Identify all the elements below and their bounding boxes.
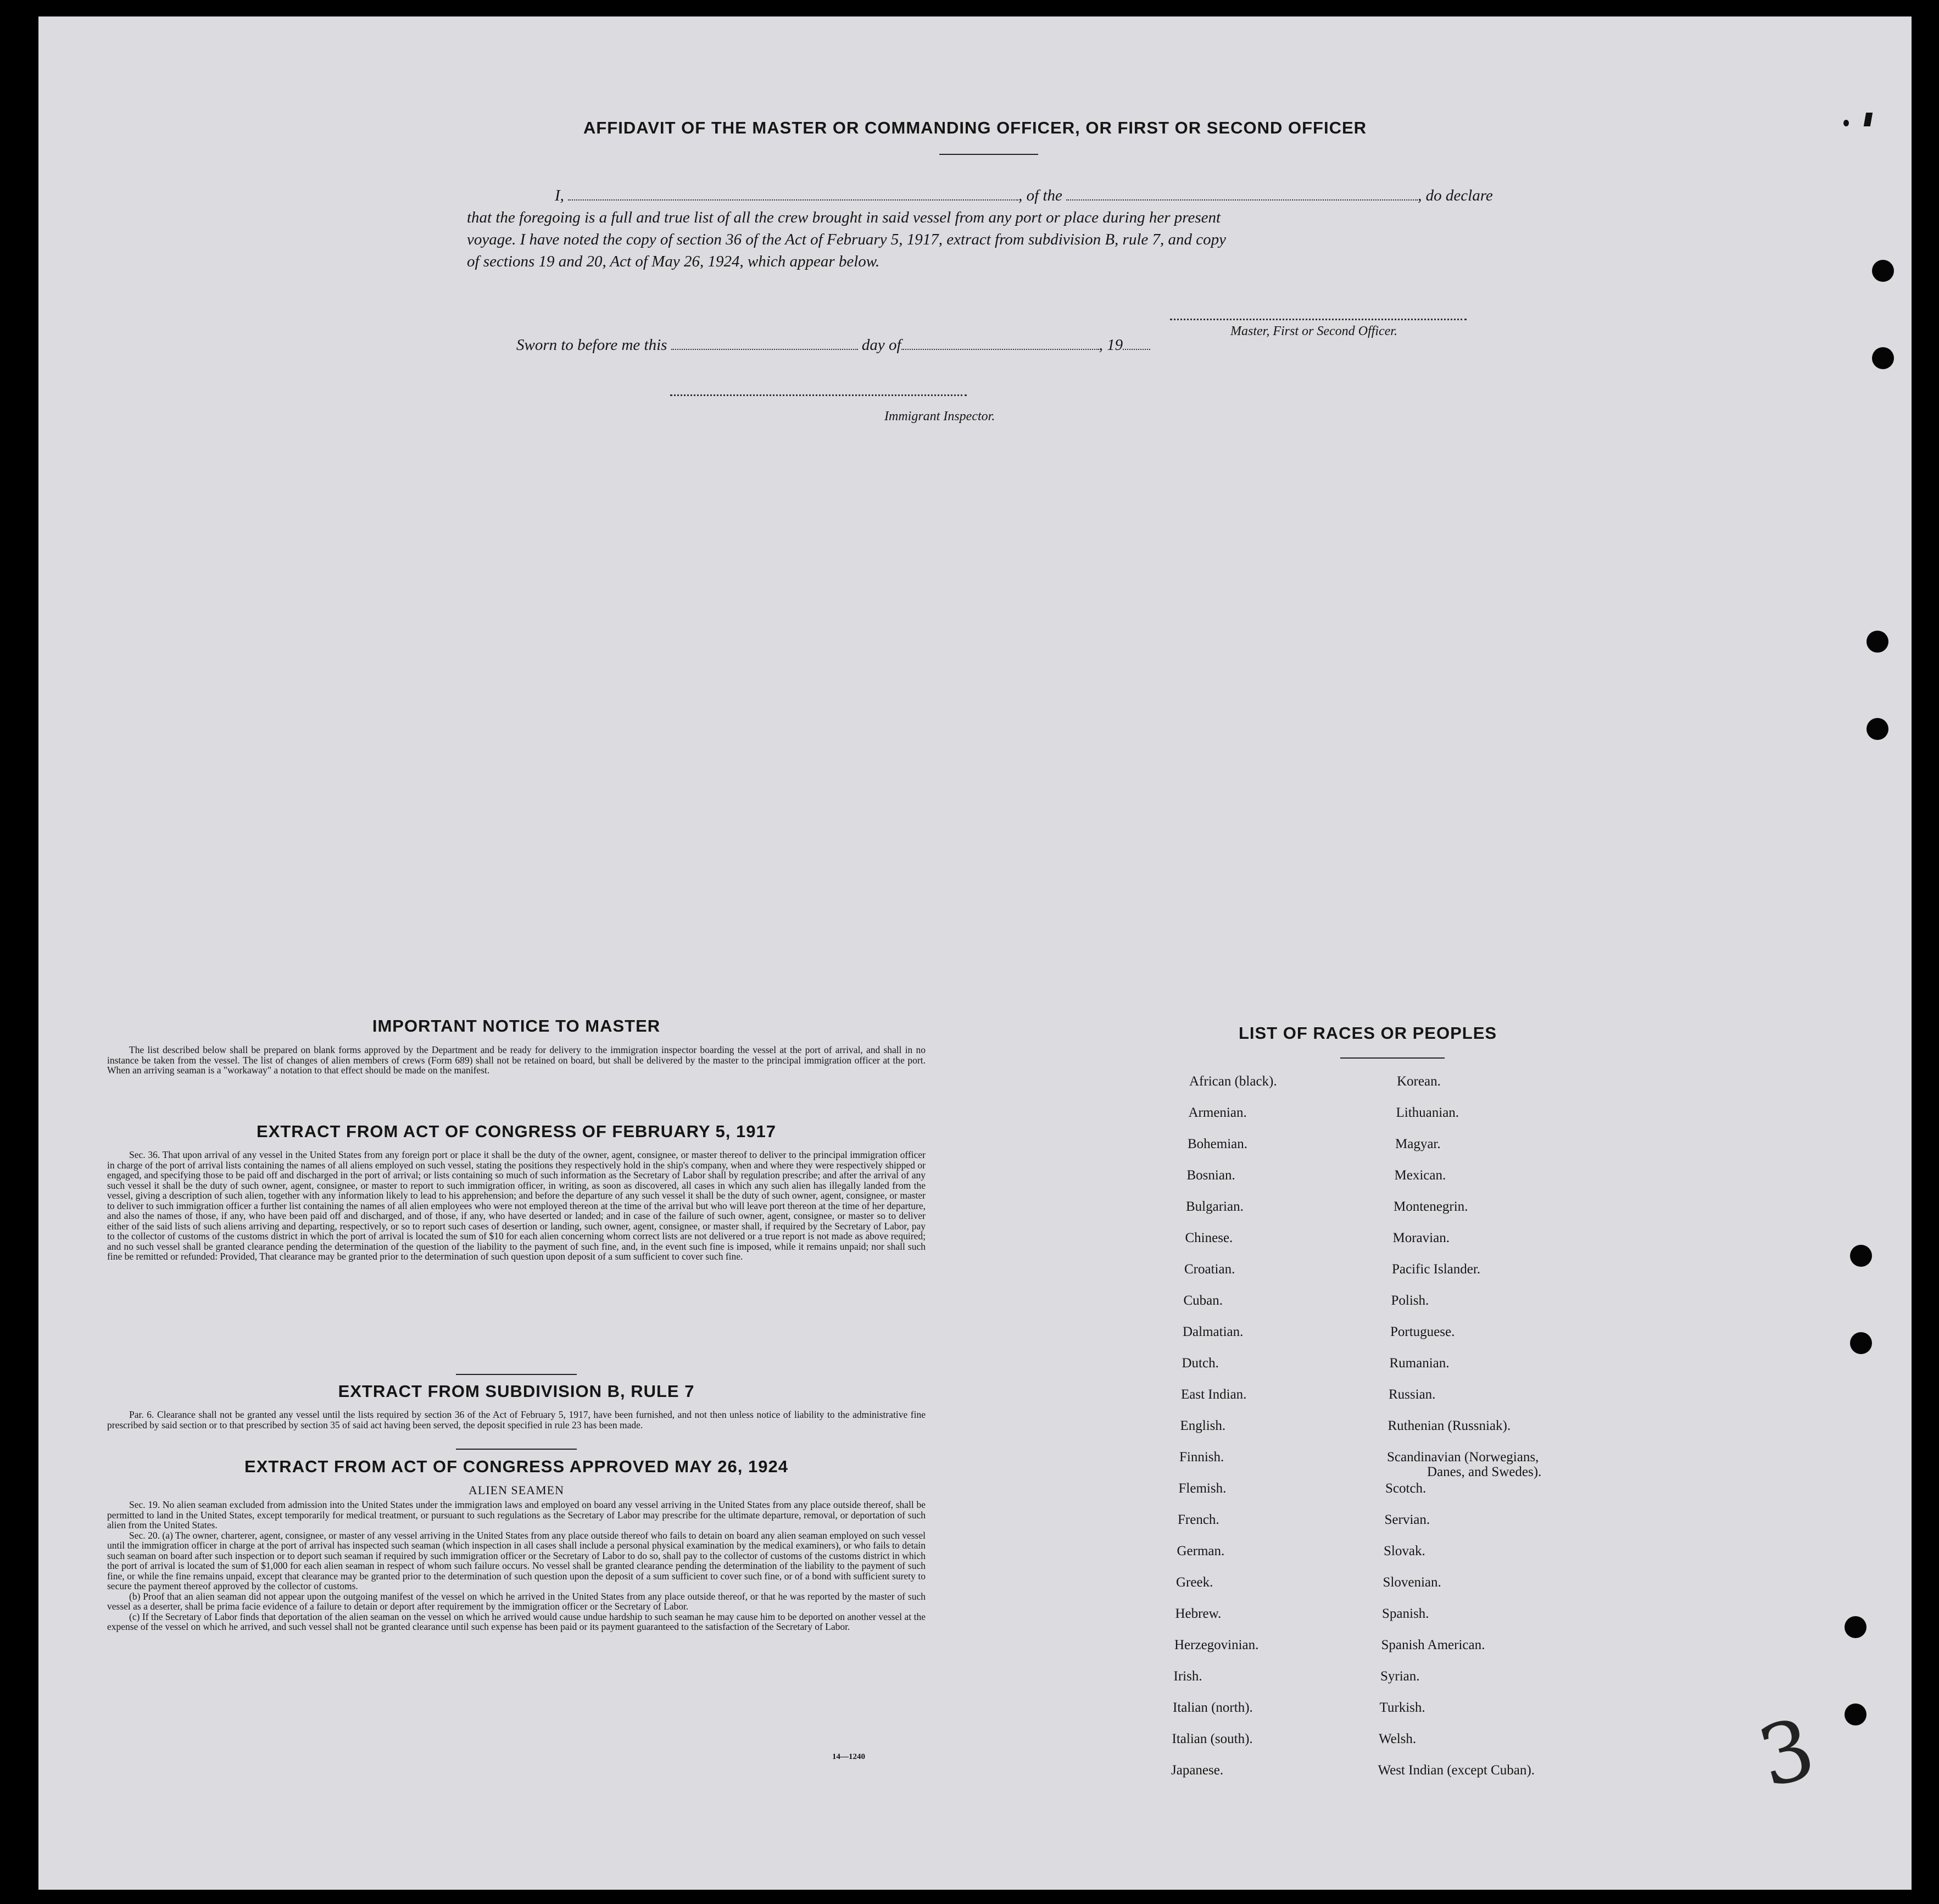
affidavit-line-1 [516, 187, 1560, 205]
extract-1917-title: EXTRACT FROM ACT OF CONGRESS OF FEBRUARY 5, 1917 [257, 1122, 776, 1141]
race-item: Turkish. [1379, 1700, 1425, 1715]
race-item: Portuguese. [1390, 1324, 1455, 1339]
race-item: Moravian. [1392, 1231, 1450, 1245]
punch-hole-icon [1866, 631, 1888, 653]
race-item: Spanish. [1382, 1606, 1429, 1621]
race-item: Mexican. [1394, 1168, 1446, 1183]
race-item: African (black). [1189, 1074, 1277, 1089]
sec-20b: (b) Proof that an alien seaman did not appear upon the outgoing manifest of the vessel on which he arrived in the United States from any place outside thereof, or that he was reported by the master of such vessel as a deserter, shall be prima facie evidence of a failure to detain or deport after requirement by the immigration officer or the Secretary of Labor. [107, 1590, 926, 1612]
of-the-label: , of the [1018, 187, 1062, 204]
signature-caption: Master, First or Second Officer. [1230, 324, 1397, 338]
punch-hole-icon [1872, 260, 1894, 282]
race-item: Scandinavian (Norwegians, [1387, 1450, 1539, 1465]
race-item: Montenegrin. [1394, 1199, 1468, 1214]
race-item: French. [1178, 1512, 1219, 1527]
race-item: Finnish. [1179, 1450, 1224, 1465]
race-item: Irish. [1173, 1669, 1202, 1684]
punch-hole-icon [1872, 347, 1894, 369]
notice-title: IMPORTANT NOTICE TO MASTER [372, 1016, 661, 1035]
name-blank[interactable] [568, 199, 1018, 201]
notice-body: The list described below shall be prepared on blank forms approved by the Department and be ready for delivery to the immigration inspector boarding the vessel at the port of arrival, and shall in no instance be taken from the vessel. The list of changes of alien members of crews (Form 689) shall not be retained on board, but shall be delivered by the master to the principal immigration officer at the port. When an arriving seaman is a "workaway" a notation to that effect should be made on the manifest. [107, 1044, 926, 1076]
affidavit-title: AFFIDAVIT OF THE MASTER OR COMMANDING OFFICER, OR FIRST OR SECOND OFFICER [583, 118, 1367, 137]
race-item: Cuban. [1183, 1293, 1223, 1308]
race-item: Scotch. [1385, 1481, 1427, 1496]
race-item: Magyar. [1395, 1137, 1441, 1151]
affidavit-line-3: voyage. I have noted the copy of section 36 of the Act of February 5, 1917, extract from subdivision B, rule 7, and copy [467, 231, 1227, 248]
inspector-caption: Immigrant Inspector. [884, 409, 995, 424]
race-item: Herzegovinian. [1174, 1638, 1259, 1652]
do-declare-label: , do declare [1418, 187, 1493, 204]
race-item: Syrian. [1380, 1669, 1420, 1684]
race-item: Russian. [1389, 1387, 1436, 1402]
race-item: English. [1180, 1418, 1226, 1433]
race-item: German. [1177, 1544, 1225, 1558]
punch-hole-icon [1850, 1245, 1872, 1267]
race-item: Korean. [1397, 1074, 1441, 1089]
inspector-signature-line[interactable] [670, 394, 967, 396]
race-item: Ruthenian (Russniak). [1388, 1418, 1511, 1433]
vessel-blank[interactable] [1066, 199, 1418, 201]
race-item: Slovenian. [1383, 1575, 1441, 1590]
form-number: 14—1240 [832, 1752, 865, 1761]
sec-20c: (c) If the Secretary of Labor finds that deportation of the alien seaman on the vessel on which he arrived would cause undue hardship to such seaman he may cause him to be deported on another vessel at the expense of the vessel on which he arrived, and such vessel shall not be granted clearance until such expense has been paid or its payment guaranteed to the satisfaction of the Secretary of Labor. [107, 1611, 926, 1632]
sworn-label: Sworn to before me this [516, 336, 667, 354]
divider-2 [456, 1449, 577, 1450]
race-item: Lithuanian. [1396, 1105, 1459, 1120]
i-label: I, [555, 187, 564, 204]
signature-line[interactable] [1170, 319, 1467, 320]
race-item: Rumanian. [1389, 1356, 1450, 1371]
punch-hole-icon [1845, 1703, 1866, 1725]
race-item: Welsh. [1379, 1732, 1417, 1746]
race-item: Japanese. [1171, 1763, 1224, 1778]
races-underline [1340, 1057, 1445, 1059]
race-item: Slovak. [1384, 1544, 1425, 1558]
day-of-label: day of [861, 336, 901, 354]
sworn-line [516, 336, 1150, 354]
race-item: Croatian. [1184, 1262, 1235, 1277]
races-title: LIST OF RACES OR PEOPLES [1238, 1023, 1497, 1043]
sec-19: Sec. 19. No alien seaman excluded from admission into the United States under the immigration laws and employed on board any vessel arriving in the United States from any place outside thereof, shall be permitted to land in the United States, except temporarily for medical treatment, or pursuant to such regulations as the Secretary of Labor may prescribe for the ultimate departure, removal, or deportation of such alien from the United States. [107, 1499, 926, 1530]
alien-seamen-subtitle: ALIEN SEAMEN [469, 1483, 564, 1497]
punch-hole-icon [1850, 1332, 1872, 1354]
extract-rule7-title: EXTRACT FROM SUBDIVISION B, RULE 7 [338, 1382, 695, 1401]
year-label: , 19 [1099, 336, 1123, 354]
race-item: Dutch. [1182, 1356, 1219, 1371]
month-blank[interactable] [901, 348, 1099, 350]
punch-hole-icon [1845, 1616, 1866, 1638]
race-item: Danes, and Swedes). [1427, 1465, 1542, 1479]
extract-1917-body: Sec. 36. That upon arrival of any vessel in the United States from any foreign port or place it shall be the duty of the owner, agent, consignee, or master thereof to deliver to the principal immigration officer in charge of the port of arrival lists containing the names of all aliens employed on such vessel, stating the positions they respectively hold in the ship's company, when and where they were respectively shipped or engaged, and specifying those to be paid off and discharged in the port of arrival; or lists containing so much of such information as the Secretary of Labor shall by regulation prescribe; and after the arrival of any such vessel it shall be the duty of such owner, agent, consignee, or master to report to such immigration officer, in writing, as soon as discovered, all cases in which any such alien has illegally landed from the vessel, giving a description of such alien, together with any information likely to lead to his apprehension; and before the departure of any such vessel it shall be the duty of such owner, agent, consignee, or master to deliver to such immigration officer a further list containing the names of all alien employees who were not employed thereon at the time of the arrival but who will leave port thereon at the time of her departure, and also the names of those, if any, who have been paid off and discharged, and of those, if any, who have deserted or landed; and in case of the failure of such owner, agent, consignee, or master so to deliver either of the said lists of such aliens arriving and departing, respectively, or so to report such cases of desertion or landing, such owner, agent, consignee, or master shall, if required by the Secretary of Labor, pay to the collector of customs of the customs district in which the port of arrival is located the sum of $10 for each alien concerning whom correct lists are not delivered or a true report is not made as above required; and no such vessel shall be granted clearance pending the determination of the question of the liability to the payment of such fine, and, in the event such fine is imposed, while it remains unpaid; nor shall such fine be remitted or refunded: Provided, That clearance may be granted prior to the determination of such question upon deposit of a sum sufficient to cover such fine. [107, 1149, 926, 1262]
race-item: Dalmatian. [1183, 1324, 1244, 1339]
form-page [38, 16, 1912, 1890]
race-item: Hebrew. [1175, 1606, 1222, 1621]
race-item: Greek. [1176, 1575, 1213, 1590]
sworn-day-blank[interactable] [671, 348, 858, 350]
race-item: Bosnian. [1186, 1168, 1235, 1183]
race-item: West Indian (except Cuban). [1378, 1763, 1535, 1778]
race-item: Bulgarian. [1186, 1199, 1244, 1214]
race-item: Spanish American. [1381, 1638, 1485, 1652]
divider-1 [456, 1374, 577, 1375]
race-item: Polish. [1391, 1293, 1429, 1308]
extract-rule7-body: Par. 6. Clearance shall not be granted any vessel until the lists required by section 36 of the Act of February 5, 1917, have been furnished, and not then unless notice of liability to the administrative fine prescribed by said section or to that prescribed by section 35 of said act having been served, the deposit specified in rule 23 has been made. [107, 1409, 926, 1430]
race-item: Italian (south). [1172, 1732, 1253, 1746]
handwritten-page-number: 3 [1749, 1700, 1825, 1807]
race-item: Flemish. [1178, 1481, 1227, 1496]
race-item: Armenian. [1188, 1105, 1247, 1120]
race-item: East Indian. [1181, 1387, 1247, 1402]
title-underline [939, 154, 1038, 155]
extract-1924-body [107, 1500, 926, 1632]
extract-1924-title: EXTRACT FROM ACT OF CONGRESS APPROVED MAY 26, 1924 [244, 1457, 788, 1476]
race-item: Bohemian. [1188, 1137, 1248, 1151]
race-item: Pacific Islander. [1392, 1262, 1481, 1277]
punch-hole-icon [1866, 718, 1888, 740]
affidavit-line-4: of sections 19 and 20, Act of May 26, 1924, which appear below. [467, 253, 880, 270]
corner-mark-icon [1843, 120, 1849, 126]
race-item: Servian. [1384, 1512, 1430, 1527]
race-item: Chinese. [1185, 1231, 1233, 1245]
affidavit-line-2: that the foregoing is a full and true list of all the crew brought in said vessel from any port or place during her present [467, 209, 1221, 226]
race-item: Italian (north). [1173, 1700, 1253, 1715]
sec-20a: Sec. 20. (a) The owner, charterer, agent, consignee, or master of any vessel arriving in the United States from any place outside thereof who fails to detain on board any alien seaman employed on such vessel until the immigration officer in charge at the port of arrival has inspected such seaman (which inspection in all cases shall include a personal physical examination by the medical examiners), or who fails to detain such seaman on board after such inspection or to deport such seaman if required by such immigration officer or the Secretary of Labor to do so, shall pay to the collector of customs of the customs district in which the port of arrival is located the sum of $1,000 for each alien seaman in respect of whom such failure occurs. No vessel shall be granted clearance pending the determination of the liability to the payment of such fine, or while the fine remains unpaid, except that clearance may be granted prior to the determination of such question upon the deposit of a sum sufficient to cover such fine, or of a bond with sufficient surety to secure the payment thereof approved by the collector of customs. [107, 1529, 926, 1591]
year-blank[interactable] [1123, 348, 1150, 350]
